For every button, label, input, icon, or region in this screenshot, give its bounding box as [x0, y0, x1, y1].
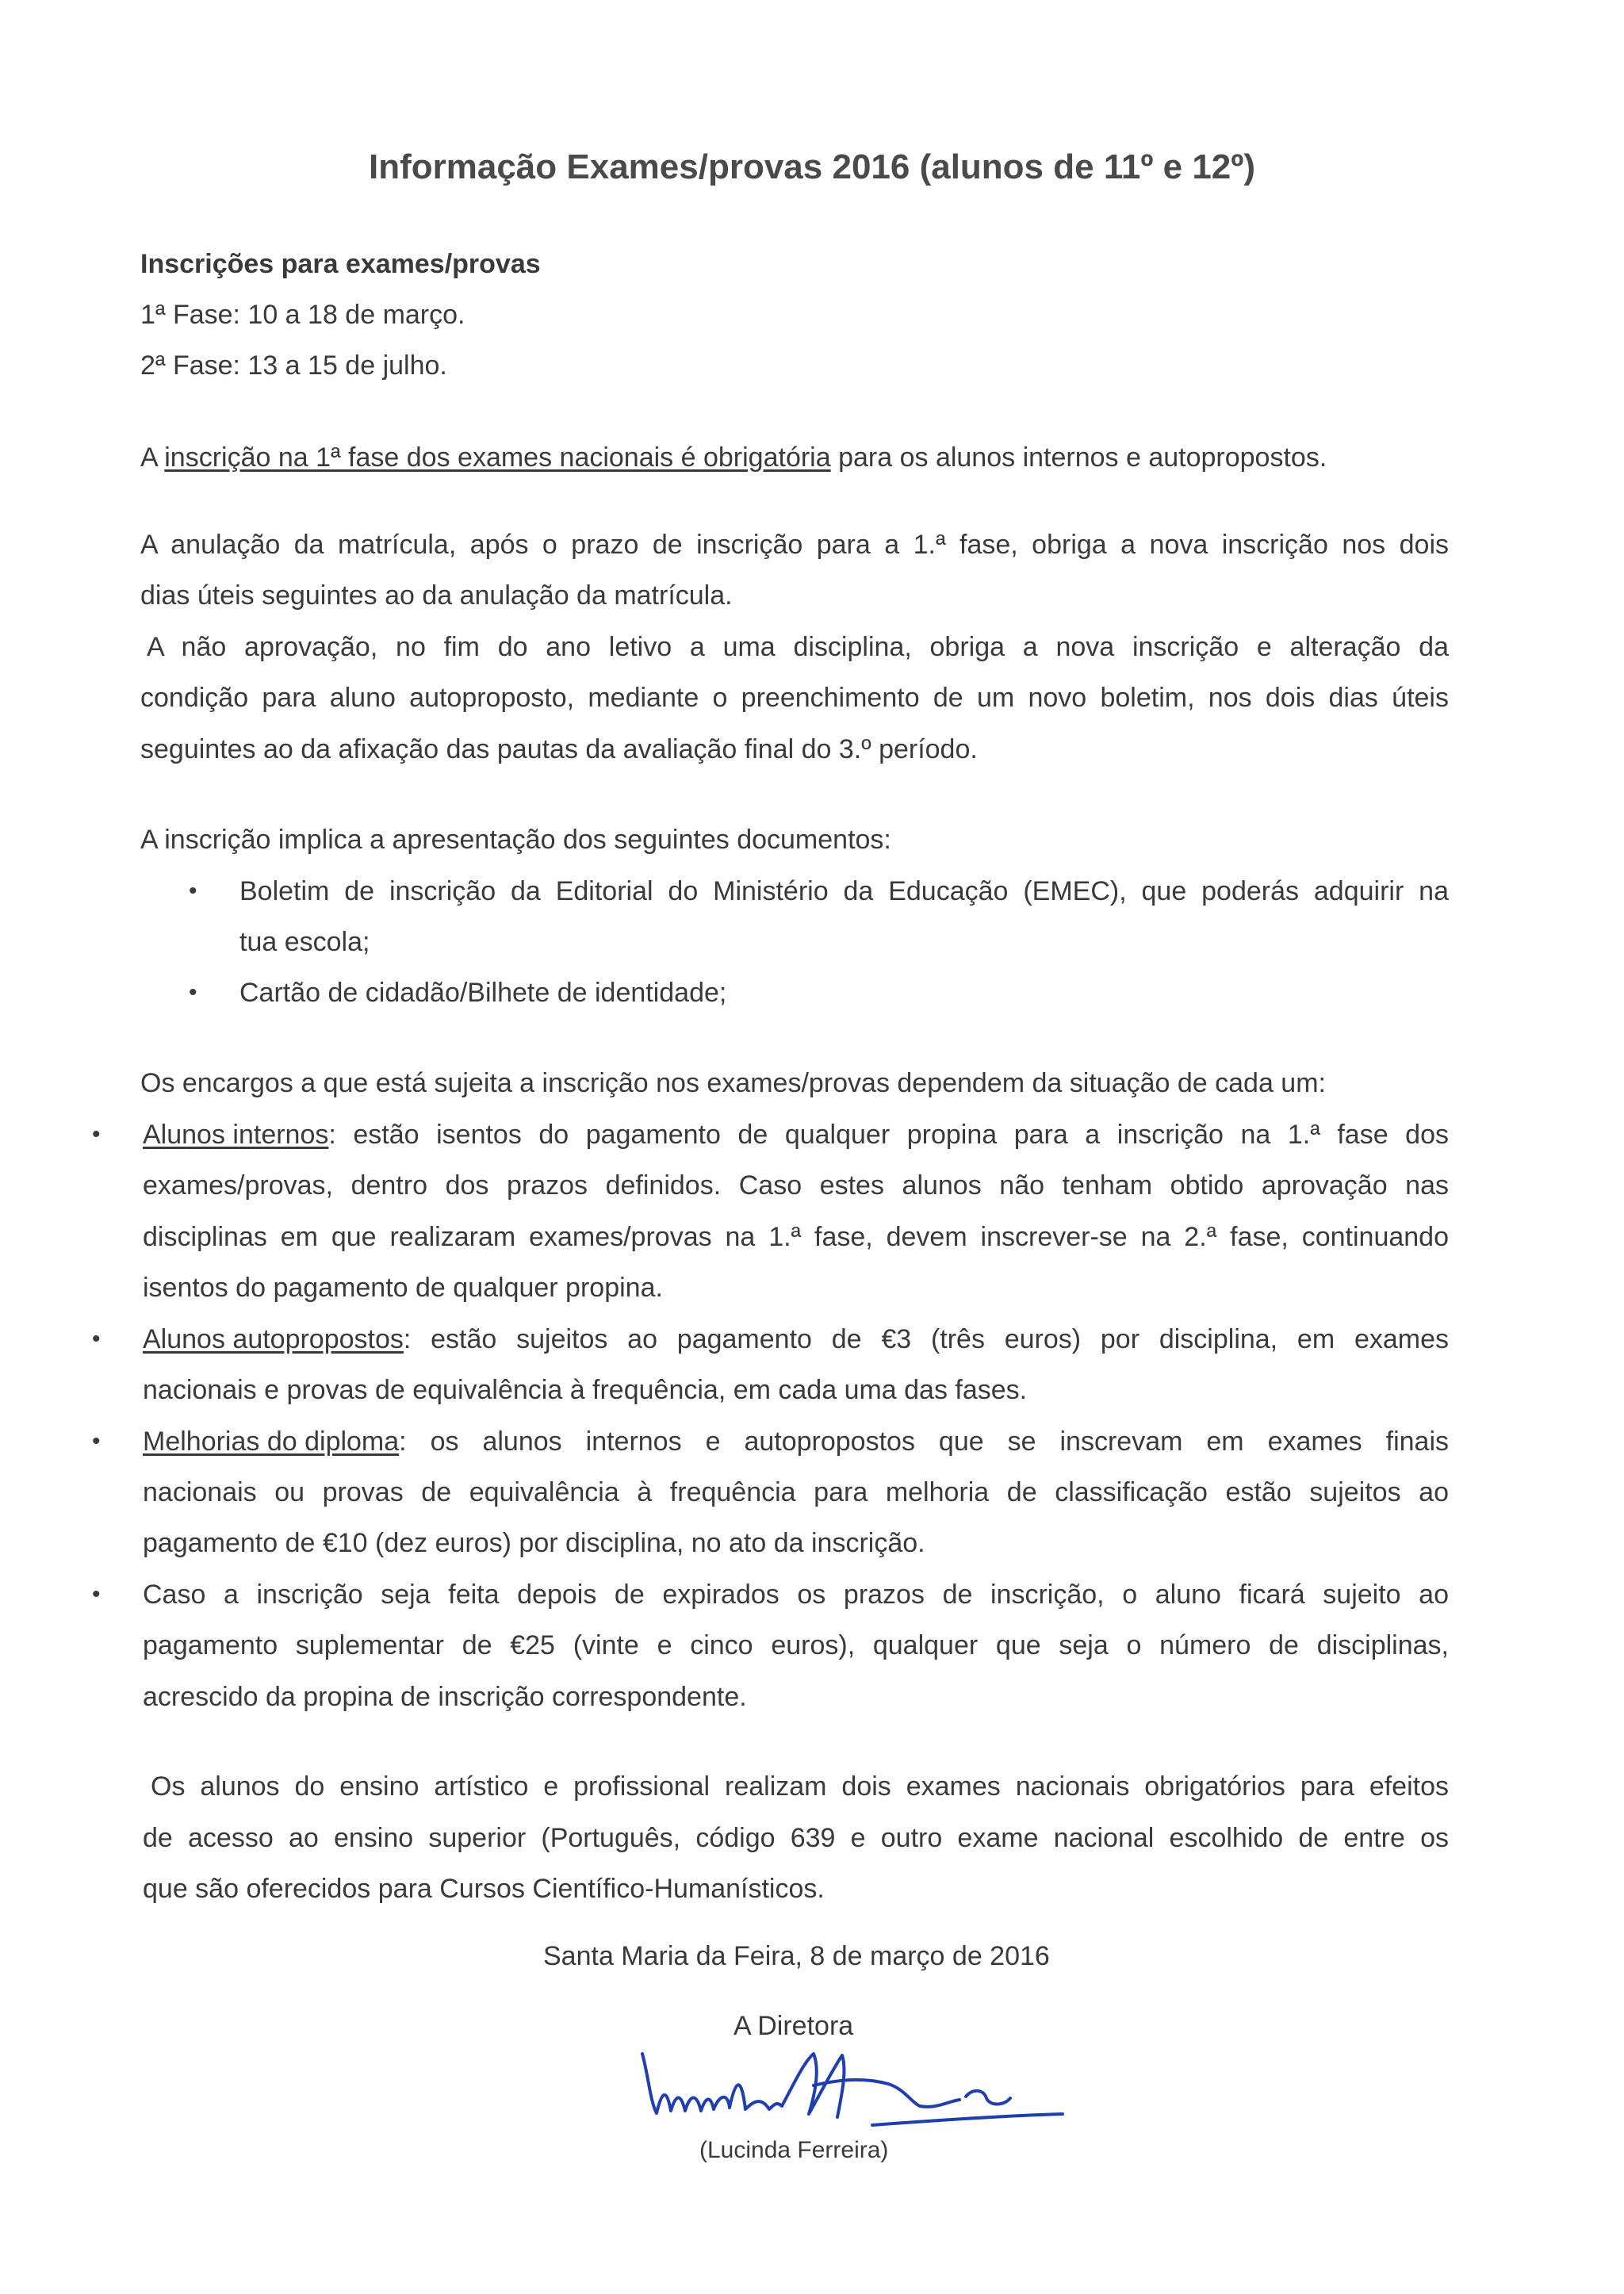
artistico-line-2: de acesso ao ensino superior (Português, código 639 e outro exame nacional escolhido de entre os	[143, 1823, 1449, 1853]
melhorias-label: Melhorias do diploma	[143, 1427, 400, 1457]
nao-aprovacao-line-1: A não aprovação, no fim do ano letivo a uma disciplina, obriga a nova inscrição e alteração da	[147, 632, 1449, 662]
melhorias-text-1: : os alunos internos e autopropostos que se inscrevam em exames finais	[399, 1427, 1449, 1457]
bullet-icon: •	[92, 1121, 101, 1147]
internos-line-3: disciplinas em que realizaram exames/provas na 1.ª fase, devem inscrever-se na 2.ª fase, continuando	[143, 1222, 1449, 1252]
signature-name: (Lucinda Ferreira)	[699, 2137, 889, 2163]
bullet-icon: •	[92, 1581, 101, 1607]
fase2-line: 2ª Fase: 13 a 15 de julho.	[140, 350, 447, 381]
anulacao-line-1: A anulação da matrícula, após o prazo de inscrição para a 1.ª fase, obriga a nova inscrição nos dois	[140, 530, 1449, 560]
page-title: Informação Exames/provas 2016 (alunos de 11º e 12º)	[368, 147, 1255, 186]
date-location: Santa Maria da Feira, 8 de março de 2016	[543, 1941, 1050, 1971]
nao-aprovacao-line-3: seguintes ao da afixação das pautas da avaliação final do 3.º período.	[140, 734, 978, 764]
internos-line-2: exames/provas, dentro dos prazos definidos. Caso estes alunos não tenham obtido aprovação nas	[143, 1170, 1449, 1201]
autopropostos-label: Alunos autopropostos	[143, 1324, 404, 1354]
internos-text-1: : estão isentos do pagamento de qualquer propina para a inscrição na 1.ª fase dos	[328, 1120, 1449, 1150]
autopropostos-line-2: nacionais e provas de equivalência à frequência, em cada uma das fases.	[143, 1375, 1028, 1405]
fase1-line: 1ª Fase: 10 a 18 de março.	[140, 300, 465, 330]
documento-item-2: Cartão de cidadão/Bilhete de identidade;	[239, 978, 727, 1008]
bullet-icon: •	[189, 979, 197, 1005]
atraso-line-3: acrescido da propina de inscrição correspondente.	[143, 1682, 747, 1712]
signature-stroke	[814, 2080, 959, 2107]
encargos-intro: Os encargos a que está sujeita a inscrição nos exames/provas dependem da situação de cada um:	[140, 1068, 1326, 1098]
signature-stroke	[966, 2091, 1010, 2104]
atraso-line-2: pagamento suplementar de €25 (vinte e cinco euros), qualquer que seja o número de disciplinas,	[143, 1630, 1449, 1660]
autopropostos-text-1: : estão sujeitos ao pagamento de €3 (três euros) por disciplina, em exames	[403, 1324, 1449, 1354]
signature-stroke	[642, 2054, 782, 2113]
bullet-icon: •	[189, 878, 197, 904]
bullet-icon: •	[92, 1428, 101, 1454]
nao-aprovacao-line-2: condição para aluno autoproposto, mediante o preenchimento de um novo boletim, nos dois dias úteis	[140, 683, 1449, 713]
obrigatoria-suffix: para os alunos internos e autopropostos.	[830, 442, 1327, 473]
internos-line-4: isentos do pagamento de qualquer propina.	[143, 1273, 663, 1303]
handwritten-signature	[634, 2038, 1078, 2133]
documento-item-1-line-1: Boletim de inscrição da Editorial do Ministério da Educação (EMEC), que poderás adquirir na	[239, 876, 1449, 906]
obrigatoria-underlined: inscrição na 1ª fase dos exames nacionais é obrigatória	[164, 442, 831, 473]
melhorias-line-3: pagamento de €10 (dez euros) por disciplina, no ato da inscrição.	[143, 1528, 925, 1558]
internos-line-1	[143, 1119, 1449, 1151]
internos-label: Alunos internos	[143, 1120, 329, 1150]
signature-role: A Diretora	[733, 2011, 854, 2041]
autopropostos-line-1	[143, 1323, 1449, 1355]
obrigatoria-prefix: A	[140, 442, 165, 473]
atraso-line-1: Caso a inscrição seja feita depois de expirados os prazos de inscrição, o aluno ficará sujeito ao	[143, 1580, 1449, 1610]
melhorias-line-2: nacionais ou provas de equivalência à frequência para melhoria de classificação estão sujeitos ao	[143, 1477, 1449, 1507]
artistico-line-1: Os alunos do ensino artístico e profissional realizam dois exames nacionais obrigatórios para efeitos	[151, 1771, 1449, 1802]
inscricoes-heading: Inscrições para exames/provas	[140, 249, 541, 279]
melhorias-line-1	[143, 1426, 1449, 1457]
anulacao-line-2: dias úteis seguintes ao da anulação da matrícula.	[140, 580, 733, 611]
documento-item-1-line-2: tua escola;	[239, 927, 370, 957]
bullet-icon: •	[92, 1326, 101, 1352]
signature-stroke	[872, 2114, 1063, 2125]
obrigatoria-paragraph	[140, 442, 1327, 473]
documentos-intro: A inscrição implica a apresentação dos seguintes documentos:	[140, 825, 891, 855]
artistico-line-3: que são oferecidos para Cursos Científico-Humanísticos.	[143, 1874, 825, 1904]
